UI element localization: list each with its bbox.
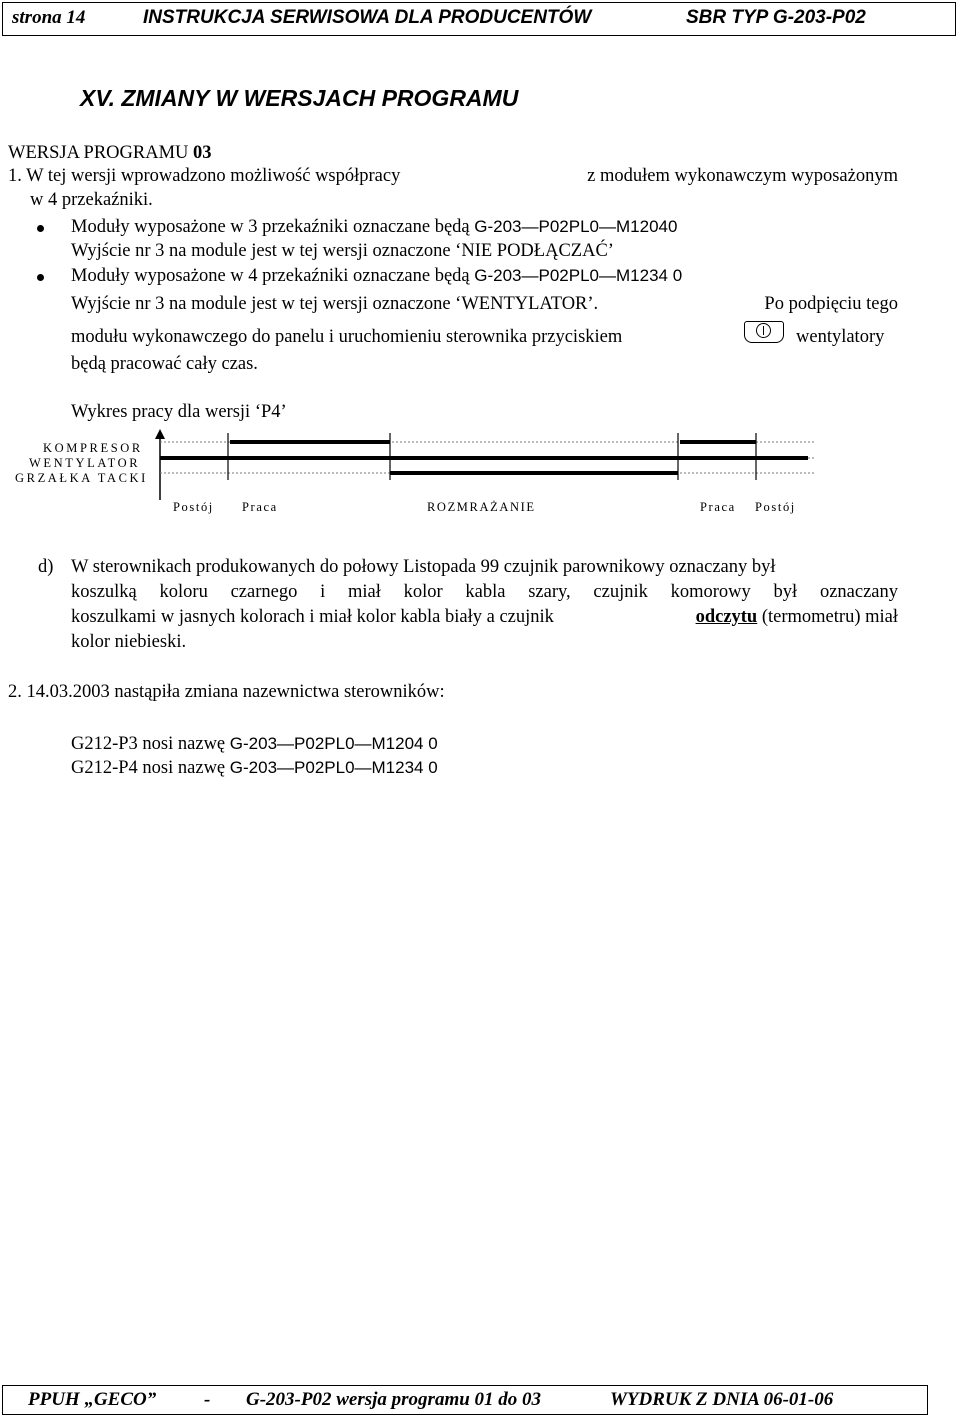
phase-label: ROZMRAŻANIE (427, 500, 536, 514)
bullet2-line4: będą pracować cały czas. (71, 354, 258, 374)
note-d-line4: kolor niebieski. (71, 632, 187, 652)
rename-line1 (71, 734, 438, 755)
item1-text-right: z modułem wykonawczym wyposażonym (587, 166, 898, 186)
bullet-dot (37, 225, 44, 232)
module-code: G-203—P02PL0—M12040 (474, 217, 678, 236)
phase-label: Praca (242, 500, 278, 514)
bullet1-line2: Wyjście nr 3 na module jest w tej wersji oznaczone ‘NIE PODŁĄCZAĆ’ (71, 241, 614, 261)
row-label-kompresor: KOMPRESOR (43, 441, 143, 455)
version-label: WERSJA PROGRAMU (8, 143, 189, 163)
note-text: W sterownikach produkowanych do połowy Listopada 99 czujnik parownikowy oznaczany był (71, 557, 776, 577)
footer-version: G-203-P02 wersja programu 01 do 03 (246, 1389, 542, 1410)
bullet1-line1 (71, 217, 677, 238)
note-text: (termometru) miał (761, 607, 898, 627)
rename-text: G212-P4 nosi nazwę (71, 758, 226, 778)
document-title: INSTRUKCJA SERWISOWA DLA PRODUCENTÓW (143, 7, 592, 28)
module-code: G-203—P02PL0—M1234 0 (229, 758, 438, 777)
axis-arrow (155, 429, 165, 439)
footer-print-date: WYDRUK Z DNIA 06-01-06 (610, 1389, 834, 1410)
bullet2-line3 (71, 327, 733, 348)
bullet2-line2 (71, 294, 898, 315)
note-d-line1 (71, 557, 898, 578)
footer-dash: - (204, 1389, 211, 1410)
version-number: 03 (193, 143, 212, 163)
bullet-dot (37, 274, 44, 281)
note-d-line3 (71, 607, 898, 628)
module-code: G-203—P02PL0—M1204 0 (229, 734, 438, 753)
power-key-icon (744, 321, 784, 343)
item1-line2: w 4 przekaźniki. (30, 190, 153, 210)
chart-caption: Wykres pracy dla wersji ‘P4’ (71, 402, 287, 422)
bullet2-line3-end: wentylatory (796, 327, 885, 347)
module-code: G-203—P02PL0—M1234 0 (474, 266, 683, 285)
row-label-wentylator: WENTYLATOR (29, 456, 141, 470)
timing-diagram (0, 425, 960, 505)
version-heading (8, 143, 212, 164)
phase-label: Postój (173, 500, 214, 514)
bullet2-line1 (71, 266, 682, 287)
rename-text: G212-P3 nosi nazwę (71, 734, 226, 754)
item2-text: 2. 14.03.2003 nastąpiła zmiana nazewnictwa sterowników: (8, 682, 445, 702)
row-label-grzalka: GRZAŁKA TACKI (15, 471, 148, 485)
bullet2-text: modułu wykonawczego do panelu i uruchomieniu sterownika przyciskiem (71, 327, 623, 347)
section-title: XV. ZMIANY W WERSJACH PROGRAMU (80, 85, 519, 111)
item1-text-left: 1. W tej wersji wprowadzono możliwość współpracy (8, 166, 401, 186)
underlined-term: odczytu (695, 607, 758, 627)
footer-company: PPUH „GECO” (28, 1389, 157, 1410)
phase-label: Postój (755, 500, 796, 514)
bullet2-text: Po podpięciu tego (764, 294, 898, 314)
device-model: SBR TYP G-203-P02 (686, 7, 866, 28)
phase-label: Praca (700, 500, 736, 514)
note-d-line2: koszulką koloru czarnego i miał kolor kabla szary, czujnik komorowy był oznaczany (71, 582, 898, 602)
bullet2-text: Wyjście nr 3 na module jest w tej wersji oznaczone ‘WENTYLATOR’. (71, 294, 599, 314)
item1-line1 (8, 166, 898, 187)
rename-line2 (71, 758, 438, 779)
bullet2-text: Moduły wyposażone w 4 przekaźniki oznaczane będą (71, 266, 470, 286)
note-text: koszulkami w jasnych kolorach i miał kolor kabla biały a czujnik (71, 607, 554, 627)
bullet1-text: Moduły wyposażone w 3 przekaźniki oznaczane będą (71, 217, 470, 237)
note-d-label: d) (38, 557, 54, 577)
page-number: strona 14 (12, 7, 86, 28)
